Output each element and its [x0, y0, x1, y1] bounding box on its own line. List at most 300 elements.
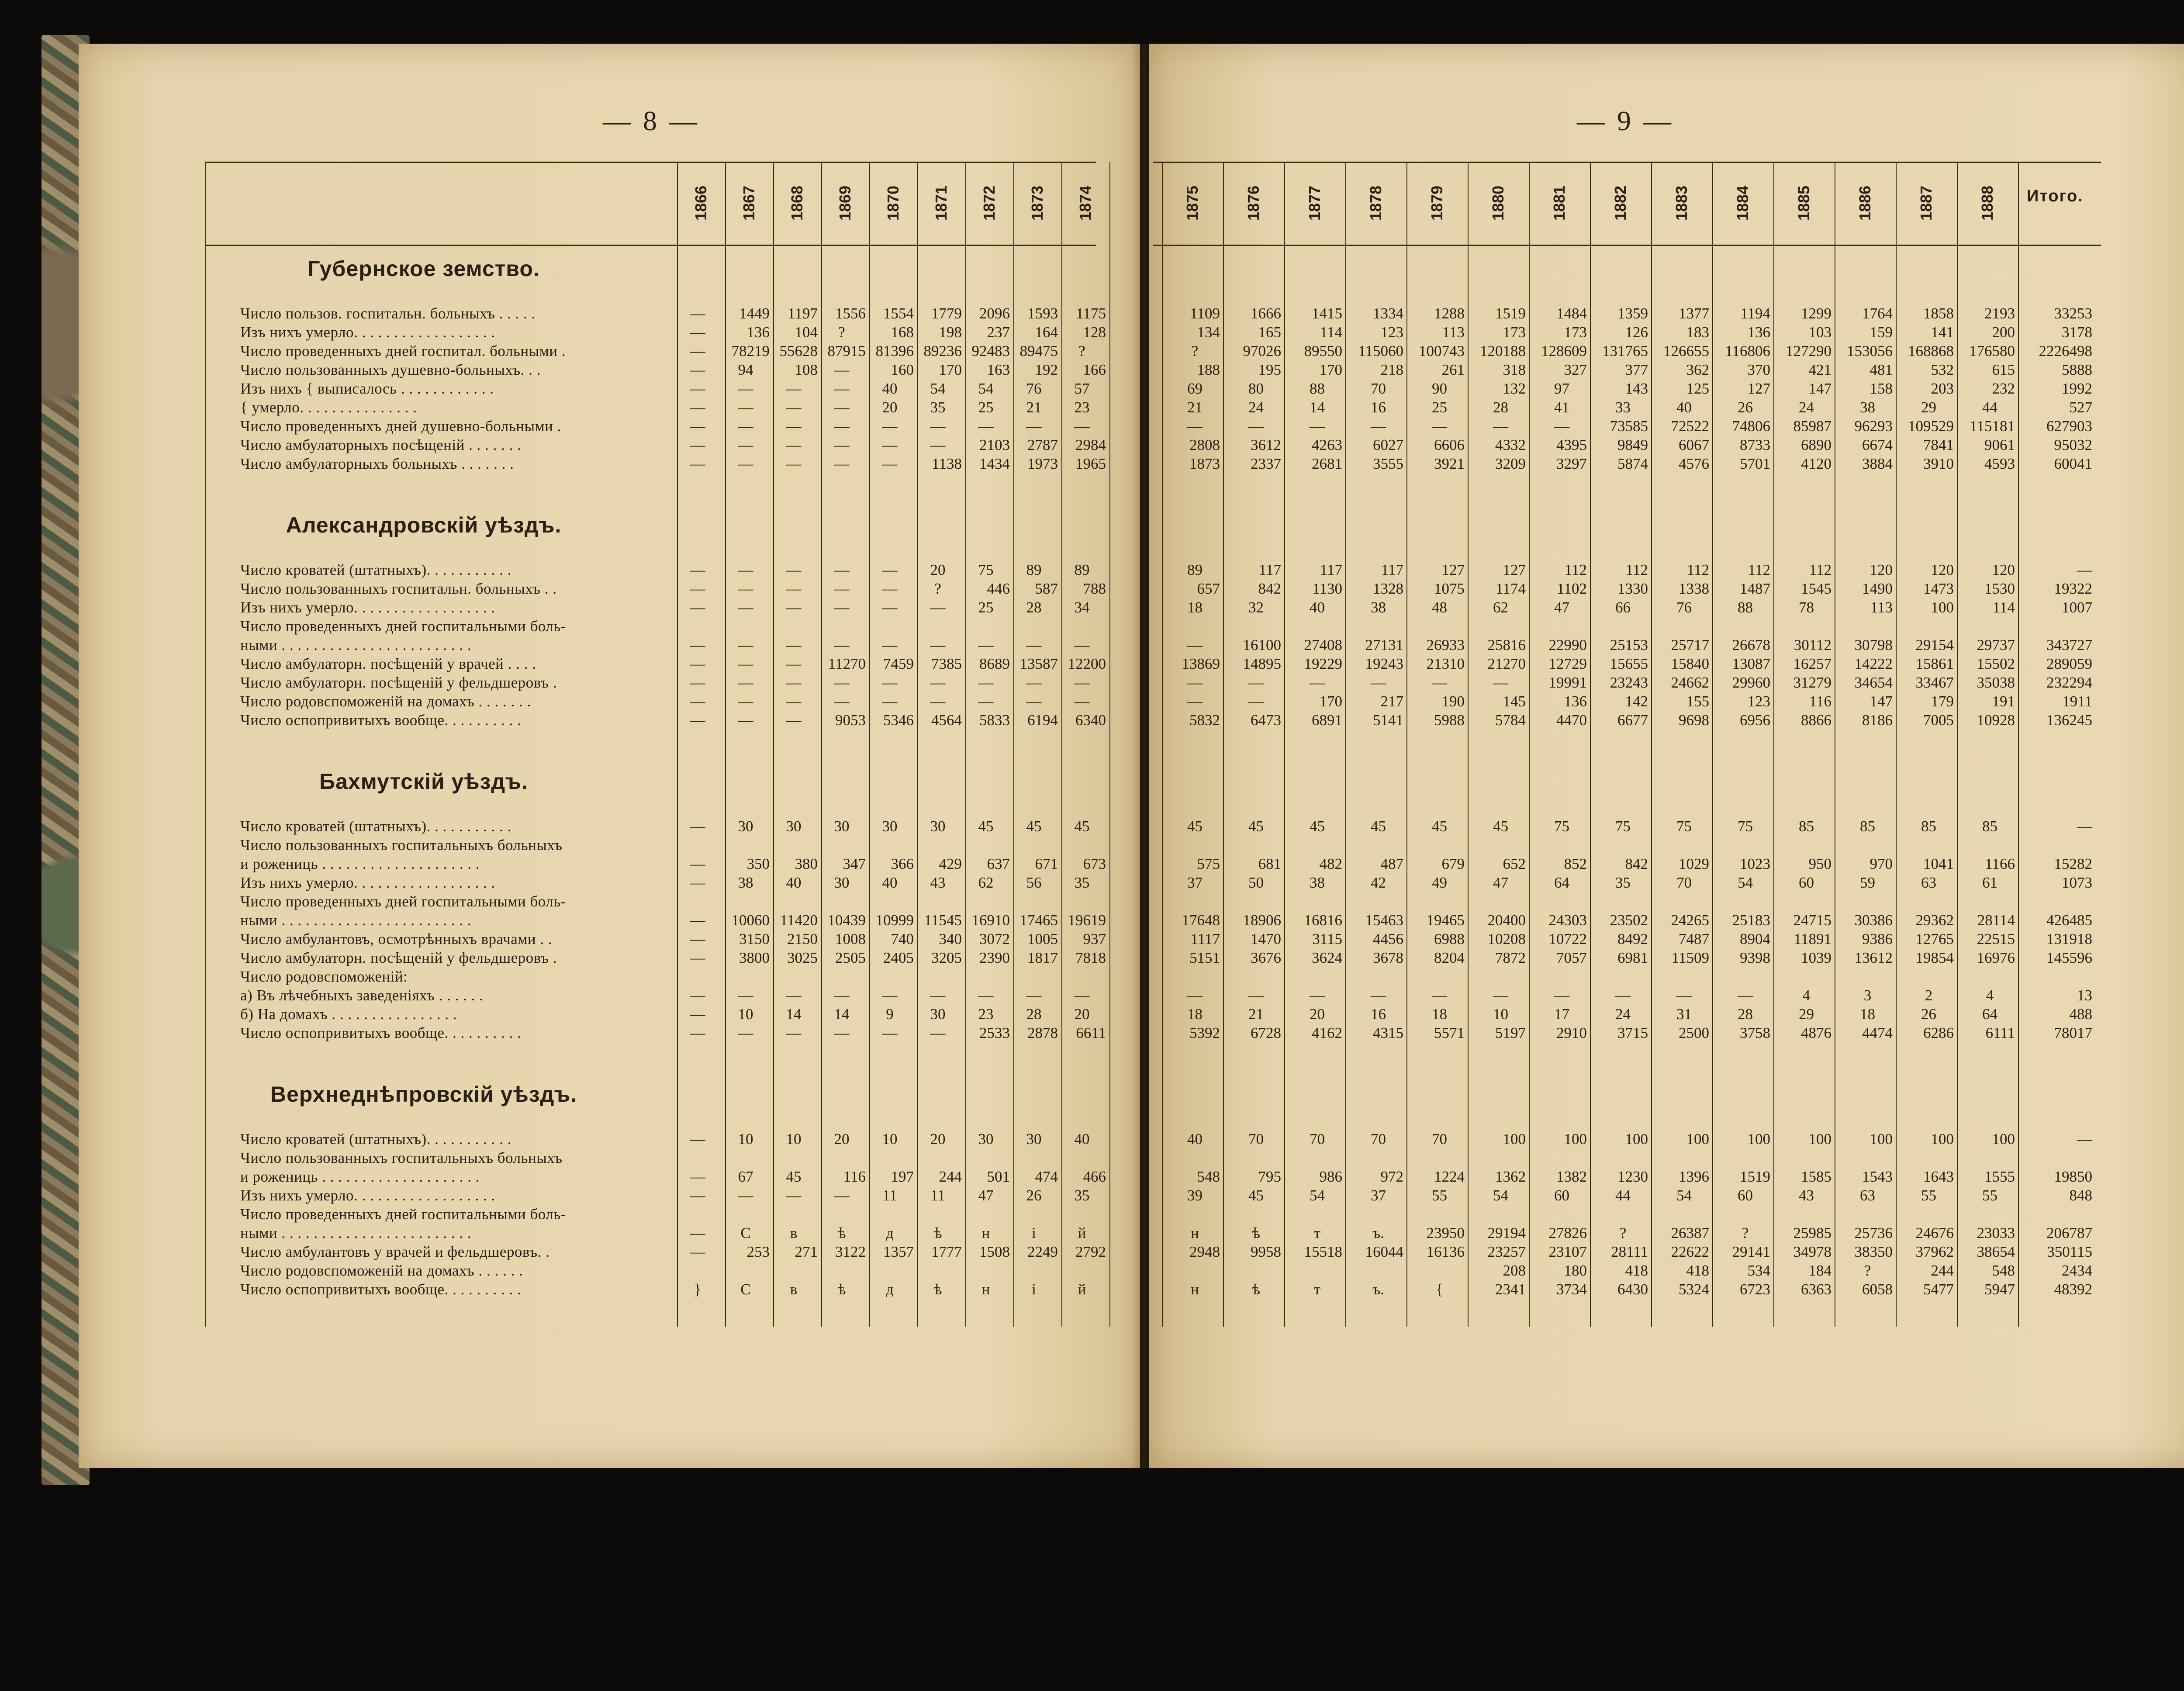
table-cell: 6890: [1801, 436, 1832, 453]
table-cell: 2878: [1027, 1024, 1058, 1041]
table-cell: —: [786, 599, 802, 616]
table-cell: 28: [1026, 1006, 1042, 1023]
table-cell: 418: [1686, 1262, 1709, 1279]
table-cell: 35038: [1977, 674, 2015, 691]
table-cell: 4332: [1495, 436, 1526, 453]
table-cell: 55628: [779, 342, 818, 360]
table-cell: 11509: [1671, 949, 1709, 966]
year-header: [1721, 175, 1765, 232]
year-label: 1873: [1028, 185, 1046, 221]
table-cell: 15502: [1977, 655, 2015, 672]
column-divider: [1345, 162, 1346, 1327]
table-cell: —: [1554, 418, 1569, 435]
table-cell: 587: [1035, 580, 1058, 597]
table-cell: —: [690, 874, 705, 891]
table-cell: 116: [843, 1168, 866, 1185]
table-cell: 1585: [1801, 1168, 1832, 1185]
table-cell: 40: [1676, 399, 1692, 416]
table-cell: 534: [1747, 1262, 1770, 1279]
table-cell: 100: [1564, 1131, 1587, 1148]
page-number-right: — 9 —: [1577, 105, 1674, 136]
table-cell: 327: [1564, 361, 1587, 378]
total-cell: 627903: [2046, 418, 2092, 435]
table-cell: 218: [1380, 361, 1403, 378]
table-cell: 10722: [1548, 930, 1587, 948]
table-cell: 38654: [1977, 1243, 2015, 1260]
table-cell: 115181: [1970, 418, 2015, 435]
table-cell: 20: [930, 561, 946, 578]
table-cell: 100: [1931, 599, 1954, 616]
table-cell: —: [882, 561, 898, 578]
table-cell: 47: [1554, 599, 1569, 616]
year-header: [1538, 175, 1581, 232]
row-label: Число родовспоможеній:: [240, 968, 408, 985]
row-label: ными . . . . . . . . . . . . . . . . . . . . . . . .: [240, 636, 472, 654]
table-cell: 11891: [1794, 930, 1832, 948]
table-cell: 9061: [1984, 436, 2015, 453]
total-cell: 2226498: [2039, 342, 2092, 360]
table-cell: 2505: [835, 949, 866, 966]
table-cell: ?: [1078, 342, 1085, 360]
table-cell: 2: [1925, 987, 1933, 1004]
table-cell: 950: [1808, 855, 1832, 872]
table-cell: ?: [1742, 1224, 1749, 1241]
table-cell: 1873: [1189, 455, 1220, 472]
column-divider: [1590, 162, 1591, 1327]
table-cell: 3624: [1312, 949, 1342, 966]
total-cell: 1911: [2062, 693, 2092, 710]
table-cell: —: [1432, 987, 1447, 1004]
table-cell: 244: [1931, 1262, 1954, 1279]
table-cell: 446: [987, 580, 1010, 597]
table-cell: 1075: [1434, 580, 1465, 597]
table-cell: 4395: [1556, 436, 1587, 453]
table-cell: 60: [1799, 874, 1814, 891]
table-cell: 6430: [1617, 1281, 1648, 1298]
year-header: [1476, 175, 1520, 232]
table-cell: 575: [1197, 855, 1220, 872]
table-cell: 112: [1809, 561, 1832, 578]
table-cell: 17465: [1019, 912, 1058, 929]
table-cell: 64: [1554, 874, 1569, 891]
total-cell: 848: [2069, 1187, 2092, 1204]
year-label: 1871: [932, 185, 950, 221]
table-cell: —: [1248, 693, 1264, 710]
table-cell: 986: [1319, 1168, 1342, 1185]
table-cell: 3072: [979, 930, 1010, 948]
table-cell: —: [930, 436, 946, 453]
table-cell: і: [1032, 1224, 1036, 1241]
year-header: [727, 175, 771, 232]
column-divider: [1109, 162, 1110, 1327]
table-cell: 24303: [1548, 912, 1587, 929]
table-cell: —: [690, 1024, 705, 1041]
table-cell: 1102: [1557, 580, 1587, 597]
table-cell: 89550: [1304, 342, 1342, 360]
table-cell: 5197: [1495, 1024, 1526, 1041]
table-cell: 165: [1258, 324, 1281, 341]
table-cell: 30: [930, 818, 946, 835]
table-cell: 170: [939, 361, 962, 378]
table-cell: —: [690, 324, 705, 341]
row-label: Число родовспоможеній на домахъ . . . . . . .: [240, 693, 531, 710]
table-cell: 14895: [1243, 655, 1281, 672]
table-cell: —: [690, 305, 705, 322]
table-cell: —: [1310, 418, 1325, 435]
table-cell: 3884: [1862, 455, 1893, 472]
table-cell: 94: [738, 361, 753, 378]
table-cell: 1396: [1679, 1168, 1709, 1185]
row-label: и рожениць . . . . . . . . . . . . . . . . . . . .: [240, 1168, 480, 1185]
table-cell: 1593: [1027, 305, 1058, 322]
table-cell: 64: [1982, 1006, 1997, 1023]
table-cell: 18: [1187, 1006, 1203, 1023]
table-cell: —: [1026, 674, 1042, 691]
table-cell: 3209: [1495, 455, 1526, 472]
table-cell: 15655: [1610, 655, 1648, 672]
table-cell: —: [1026, 418, 1042, 435]
table-cell: 70: [1310, 1131, 1325, 1148]
table-cell: —: [1187, 418, 1203, 435]
table-cell: —: [882, 674, 898, 691]
table-cell: —: [786, 1024, 802, 1041]
table-cell: 671: [1035, 855, 1058, 872]
table-cell: 9698: [1679, 712, 1709, 729]
table-cell: —: [1026, 987, 1042, 1004]
table-cell: 29737: [1977, 636, 2015, 654]
table-cell: —: [1248, 674, 1264, 691]
table-cell: 26387: [1671, 1224, 1709, 1241]
column-divider: [1223, 162, 1224, 1327]
table-cell: —: [1493, 674, 1508, 691]
year-label: 1884: [1734, 185, 1752, 221]
row-label: Число родовспоможеній на домахъ . . . . . .: [240, 1262, 523, 1279]
table-cell: 141: [1931, 324, 1954, 341]
table-cell: 145: [1503, 693, 1526, 710]
table-cell: 127: [1747, 380, 1770, 397]
table-cell: 370: [1747, 361, 1770, 378]
table-cell: ?: [934, 580, 941, 597]
table-cell: 29960: [1732, 674, 1770, 691]
table-cell: 120: [1931, 561, 1954, 578]
table-cell: 1858: [1923, 305, 1954, 322]
table-cell: 39: [1187, 1187, 1203, 1204]
table-cell: 1484: [1556, 305, 1587, 322]
table-cell: —: [978, 987, 994, 1004]
table-cell: 20: [1310, 1006, 1325, 1023]
table-cell: 5988: [1434, 712, 1465, 729]
table-cell: —: [786, 1187, 802, 1204]
table-cell: 681: [1258, 855, 1281, 872]
table-cell: 795: [1258, 1168, 1281, 1185]
table-cell: —: [690, 712, 705, 729]
table-cell: —: [882, 599, 898, 616]
year-header: [1966, 175, 2009, 232]
row-label: Изъ нихъ умерло. . . . . . . . . . . . . . . . . .: [240, 874, 495, 891]
year-label: 1867: [740, 185, 758, 221]
table-cell: 143: [1625, 380, 1648, 397]
table-cell: 1449: [739, 305, 770, 322]
header-bottom-rule: [205, 245, 1096, 246]
row-label: Число пользованныхъ госпитальныхъ больныхъ: [240, 1149, 563, 1166]
table-cell: 45: [1371, 818, 1386, 835]
table-cell: 20: [1074, 1006, 1090, 1023]
table-cell: 12200: [1068, 655, 1106, 672]
table-cell: 3800: [739, 949, 770, 966]
table-cell: —: [930, 418, 946, 435]
year-label: 1881: [1550, 185, 1568, 221]
table-cell: 1224: [1434, 1168, 1465, 1185]
table-cell: 73585: [1610, 418, 1648, 435]
table-cell: —: [882, 418, 898, 435]
table-cell: —: [834, 561, 850, 578]
table-cell: 55: [1982, 1187, 1997, 1204]
table-cell: 9849: [1617, 436, 1648, 453]
table-cell: 54: [1493, 1187, 1508, 1204]
table-cell: —: [1310, 987, 1325, 1004]
table-cell: 67: [738, 1168, 753, 1185]
total-cell: 3178: [2062, 324, 2092, 341]
table-cell: 21: [1026, 399, 1042, 416]
table-cell: 195: [1258, 361, 1281, 378]
table-cell: 45: [1074, 818, 1090, 835]
table-cell: 164: [1035, 324, 1058, 341]
table-cell: 4315: [1373, 1024, 1403, 1041]
table-cell: ?: [1864, 1262, 1871, 1279]
table-cell: 168: [891, 324, 914, 341]
table-cell: 6981: [1617, 949, 1648, 966]
table-cell: 163: [987, 361, 1010, 378]
table-cell: —: [1187, 987, 1203, 1004]
table-cell: 100: [1625, 1131, 1648, 1148]
table-cell: 16100: [1243, 636, 1281, 654]
table-cell: 108: [795, 361, 818, 378]
table-cell: 160: [891, 361, 914, 378]
row-label: Число кроватей (штатныхъ). . . . . . . . . . .: [240, 1131, 511, 1148]
table-cell: 170: [1319, 361, 1342, 378]
table-cell: 100: [1870, 1131, 1893, 1148]
table-cell: 1029: [1679, 855, 1709, 872]
table-cell: 54: [978, 380, 994, 397]
table-cell: 4474: [1862, 1024, 1893, 1041]
table-cell: 1357: [883, 1243, 914, 1260]
table-cell: 63: [1921, 874, 1936, 891]
table-cell: 2681: [1312, 455, 1342, 472]
table-cell: ѣ: [933, 1281, 942, 1298]
table-cell: 1166: [1985, 855, 2015, 872]
table-cell: 128609: [1541, 342, 1587, 360]
table-cell: —: [882, 455, 898, 472]
column-divider: [1529, 162, 1530, 1327]
table-cell: —: [1432, 674, 1447, 691]
table-cell: 31: [1676, 1006, 1692, 1023]
table-cell: 7872: [1495, 949, 1526, 966]
table-cell: 1965: [1075, 455, 1106, 472]
table-cell: —: [882, 580, 898, 597]
table-cell: —: [834, 436, 850, 453]
table-cell: 38: [1860, 399, 1875, 416]
table-cell: 87915: [827, 342, 866, 360]
table-cell: 120188: [1480, 342, 1526, 360]
table-cell: 937: [1083, 930, 1106, 948]
table-cell: 42: [1371, 874, 1386, 891]
row-label: Число оспопривитыхъ вообще. . . . . . . . . .: [240, 712, 522, 729]
table-cell: 1543: [1862, 1168, 1893, 1185]
table-cell: 2984: [1075, 436, 1106, 453]
table-cell: 15463: [1365, 912, 1403, 929]
year-header: [1016, 175, 1059, 232]
table-cell: —: [1738, 987, 1753, 1004]
table-cell: 7005: [1923, 712, 1954, 729]
table-cell: 24: [1799, 399, 1814, 416]
table-cell: —: [786, 380, 802, 397]
table-cell: 120: [1870, 561, 1893, 578]
table-cell: 45: [1432, 818, 1447, 835]
table-cell: 18: [1432, 1006, 1447, 1023]
table-cell: 8866: [1801, 712, 1832, 729]
table-cell: 75: [1554, 818, 1569, 835]
table-cell: —: [738, 418, 753, 435]
total-cell: 5888: [2062, 361, 2092, 378]
table-cell: —: [882, 436, 898, 453]
table-cell: ?: [1619, 1224, 1627, 1241]
table-cell: 117: [1258, 561, 1281, 578]
table-cell: —: [690, 436, 705, 453]
total-cell: —: [2077, 1131, 2092, 1148]
table-cell: 3115: [1312, 930, 1342, 948]
table-cell: —: [978, 418, 994, 435]
table-cell: 1328: [1373, 580, 1403, 597]
total-cell: 136245: [2046, 712, 2092, 729]
table-cell: 6728: [1251, 1024, 1281, 1041]
table-cell: 27826: [1548, 1224, 1587, 1241]
table-cell: 4470: [1556, 712, 1587, 729]
table-cell: 7057: [1556, 949, 1587, 966]
year-header: [1415, 175, 1459, 232]
total-cell: 1073: [2062, 874, 2092, 891]
table-cell: —: [690, 361, 705, 378]
total-cell: 33253: [2054, 305, 2092, 322]
table-cell: 1362: [1495, 1168, 1526, 1185]
table-cell: 19854: [1915, 949, 1954, 966]
table-cell: 168868: [1908, 342, 1954, 360]
section-title: Верхнеднѣпровскій уѣздъ.: [270, 1082, 577, 1107]
table-cell: 45: [978, 818, 994, 835]
table-cell: 100: [1808, 1131, 1832, 1148]
table-cell: —: [786, 636, 802, 654]
table-cell: 7841: [1923, 436, 1954, 453]
table-cell: 25717: [1671, 636, 1709, 654]
table-cell: —: [1248, 418, 1264, 435]
table-cell: 4162: [1312, 1024, 1342, 1041]
year-header: [919, 175, 963, 232]
table-cell: С: [740, 1224, 751, 1241]
table-cell: 40: [882, 380, 898, 397]
table-cell: 104: [795, 324, 818, 341]
table-cell: 970: [1870, 855, 1893, 872]
table-cell: —: [930, 1024, 946, 1041]
table-cell: 5141: [1373, 712, 1403, 729]
table-cell: 29362: [1915, 912, 1954, 929]
table-cell: ѣ: [837, 1281, 846, 1298]
table-cell: 25153: [1610, 636, 1648, 654]
table-cell: 7459: [883, 655, 914, 672]
table-cell: —: [882, 987, 898, 1004]
table-cell: 170: [1319, 693, 1342, 710]
table-cell: 89: [1074, 561, 1090, 578]
table-cell: 842: [1258, 580, 1281, 597]
table-cell: 1530: [1984, 580, 2015, 597]
table-cell: —: [690, 818, 705, 835]
section-title: Бахмутскій уѣздъ.: [319, 769, 528, 794]
table-cell: 501: [987, 1168, 1010, 1185]
table-cell: 40: [1310, 599, 1325, 616]
total-cell: 48392: [2054, 1281, 2092, 1298]
table-cell: 153056: [1847, 342, 1893, 360]
table-cell: —: [786, 987, 802, 1004]
table-cell: 19229: [1304, 655, 1342, 672]
table-cell: 3122: [835, 1243, 866, 1260]
table-cell: —: [1554, 987, 1569, 1004]
table-cell: 127: [1441, 561, 1465, 578]
row-label: { умерло. . . . . . . . . . . . . . .: [240, 399, 417, 416]
table-cell: 2533: [979, 1024, 1010, 1041]
table-cell: —: [690, 693, 705, 710]
table-cell: —: [930, 636, 946, 654]
table-cell: 15518: [1304, 1243, 1342, 1260]
table-cell: 3297: [1556, 455, 1587, 472]
table-cell: 1130: [1312, 580, 1342, 597]
table-cell: 109529: [1908, 418, 1954, 435]
year-label: 1872: [980, 185, 998, 221]
table-cell: 1382: [1556, 1168, 1587, 1185]
table-cell: 47: [1493, 874, 1508, 891]
table-cell: 10: [738, 1006, 753, 1023]
table-cell: 3734: [1556, 1281, 1587, 1298]
table-cell: ѣ: [1251, 1224, 1260, 1241]
table-cell: 40: [882, 874, 898, 891]
row-label: Число амбулаторн. посѣщеній у фельдшеровъ .: [240, 674, 557, 691]
year-header: [1171, 175, 1214, 232]
table-cell: 126: [1625, 324, 1648, 341]
table-cell: 2808: [1189, 436, 1220, 453]
table-cell: 3678: [1373, 949, 1403, 966]
table-cell: ъ.: [1372, 1281, 1384, 1298]
table-cell: 6723: [1740, 1281, 1770, 1298]
total-cell: 488: [2069, 1006, 2092, 1023]
table-cell: 5346: [883, 712, 914, 729]
table-cell: 70: [1432, 1131, 1447, 1148]
total-cell: 19322: [2054, 580, 2092, 597]
table-cell: 85: [1860, 818, 1875, 835]
table-cell: —: [1371, 674, 1386, 691]
year-label: 1866: [692, 185, 710, 221]
table-cell: ?: [1191, 342, 1199, 360]
table-cell: 76: [1676, 599, 1692, 616]
table-cell: 1519: [1740, 1168, 1770, 1185]
table-cell: —: [690, 599, 705, 616]
table-cell: 75: [1738, 818, 1753, 835]
total-cell: 13: [2077, 987, 2092, 1004]
table-cell: 8186: [1862, 712, 1893, 729]
table-cell: 466: [1083, 1168, 1106, 1185]
table-cell: 100: [1992, 1131, 2015, 1148]
table-cell: 318: [1503, 361, 1526, 378]
table-cell: 72522: [1671, 418, 1709, 435]
table-cell: 11: [882, 1187, 897, 1204]
table-cell: 10208: [1487, 930, 1526, 948]
table-cell: 158: [1870, 380, 1893, 397]
